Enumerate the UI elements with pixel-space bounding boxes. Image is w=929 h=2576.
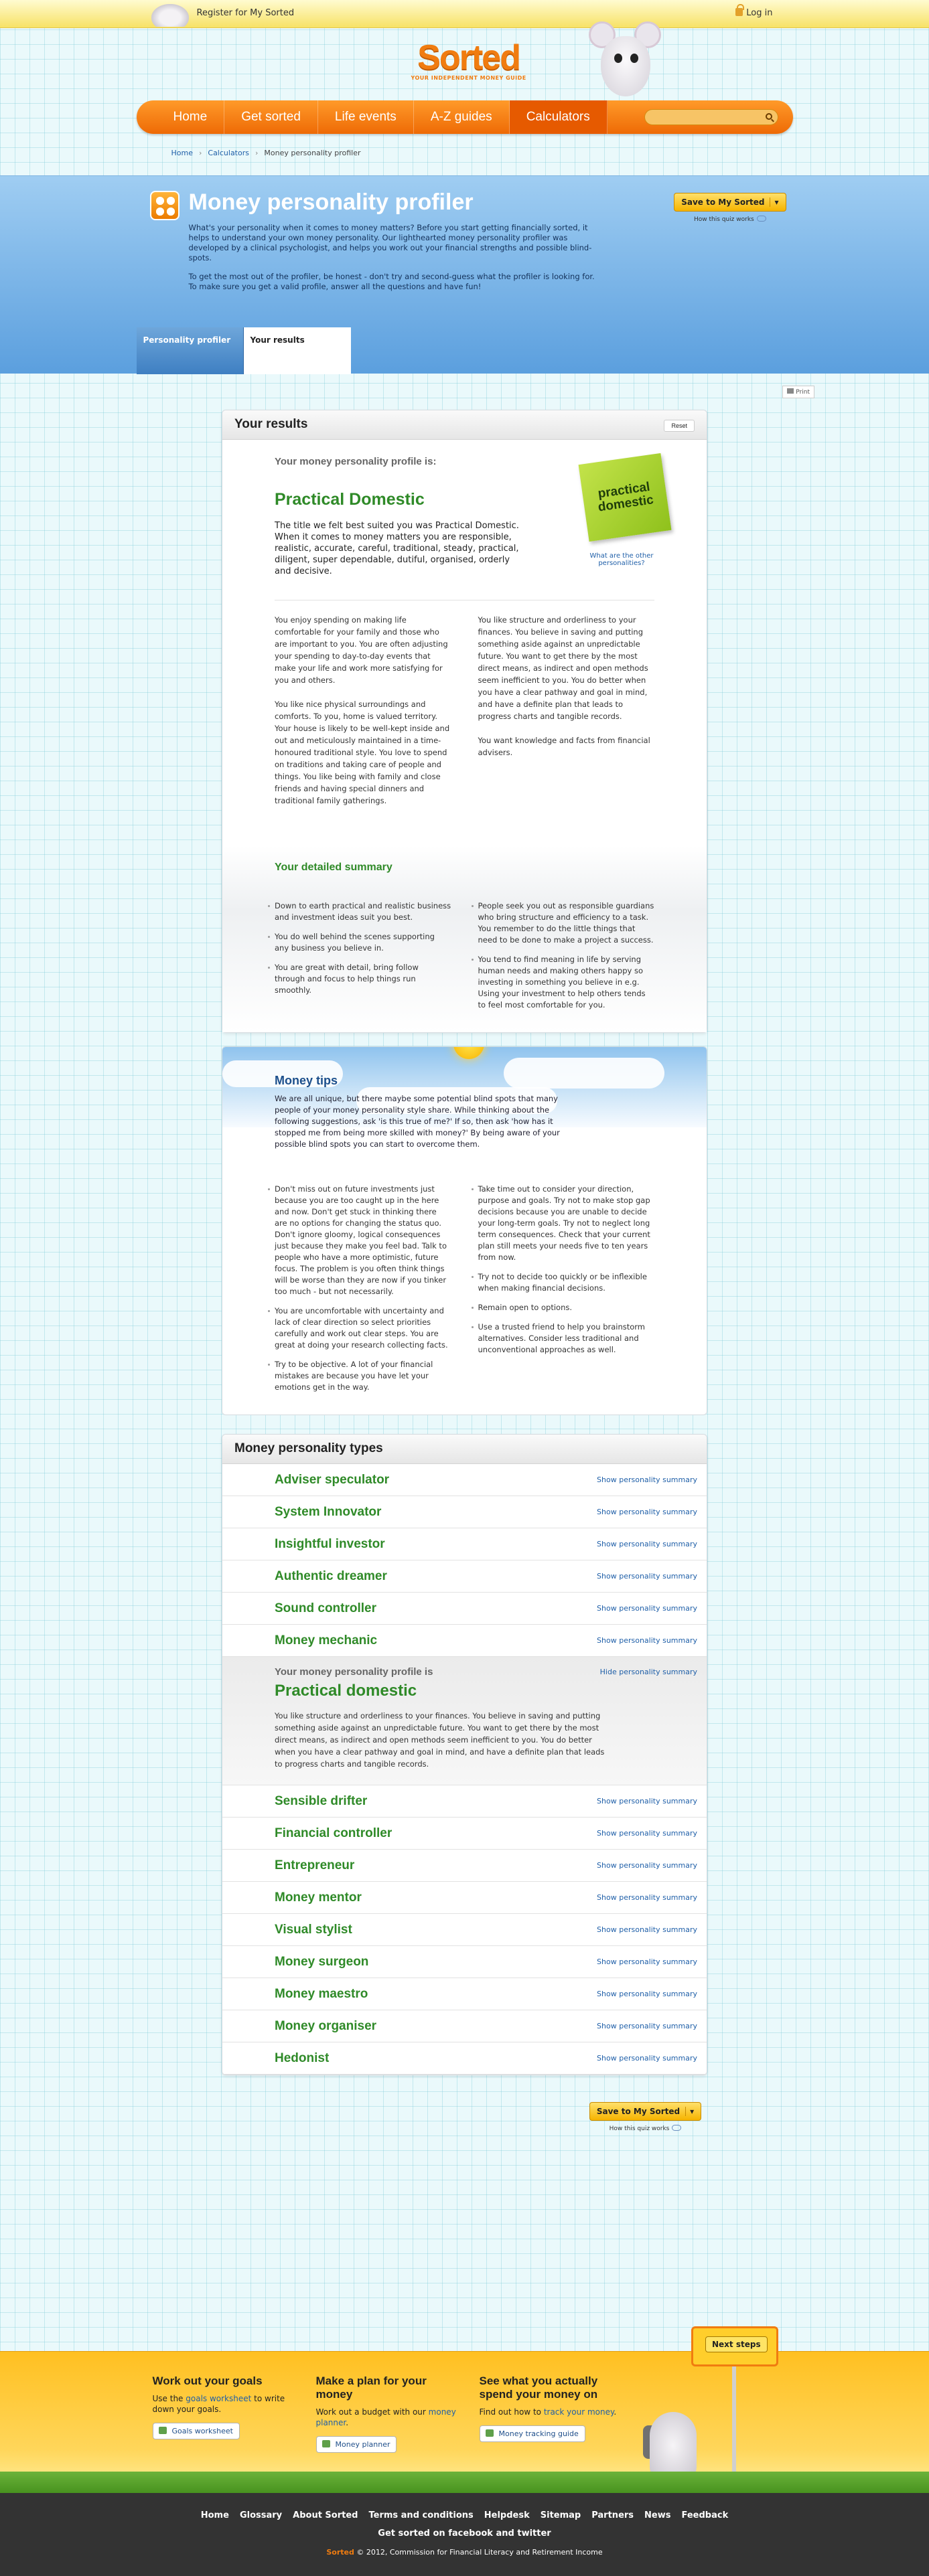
- results-heading: [222, 410, 707, 440]
- personality-type-row: [222, 1496, 707, 1528]
- hide-summary-link[interactable]: Hide personality summary: [599, 1668, 697, 1676]
- money-planner-button[interactable]: Money planner: [316, 2436, 397, 2453]
- personality-type-row: [222, 1625, 707, 1657]
- personality-type-row: [222, 1882, 707, 1914]
- quiz-link-label: How this quiz works: [693, 216, 754, 223]
- mouse-head-icon: [151, 4, 189, 27]
- save-to-my-sorted-button[interactable]: [674, 193, 786, 212]
- show-summary-link[interactable]: Show personality summary: [597, 2022, 697, 2030]
- personality-type-name: Money mechanic: [275, 1633, 378, 1647]
- breadcrumb-calculators[interactable]: Calculators: [208, 149, 249, 157]
- personality-type-name: Sensible drifter: [275, 1793, 368, 1808]
- intro-text: [189, 223, 604, 301]
- main-nav: [137, 100, 793, 134]
- summary-title: Your detailed summary: [275, 862, 392, 873]
- nav-life-events[interactable]: Life events: [318, 100, 414, 134]
- tips-intro: We are all unique, but there maybe some potential blind spots that many people of your money personality style share. While thinking about the following suggestions, ask 'is this true of me?' If so, then ask 'how has it stopped me from being more skilled with money?' By being aware of your possible blind spots you can start to overcome them.: [275, 1094, 560, 1149]
- breadcrumb-home[interactable]: Home: [171, 149, 193, 157]
- footer-link[interactable]: News: [644, 2510, 671, 2520]
- intro-paragraph: What's your personality when it comes to money matters? Before you start getting financially sorted, it helps to understand your own money personality. Our lighthearted money personality profiler was developed by a clinical psychologist, and helps you work out your financial strengths and possible blind-spots.: [188, 223, 592, 262]
- profile-lead: The title we felt best suited you was Practical Domestic. When it comes to money matters you are responsible, realistic, accurate, careful, traditional, steady, practical, diligent, super dependable, dutiful, organised, orderly and decisive.: [275, 521, 519, 576]
- money-planner-link[interactable]: money planner: [315, 2407, 456, 2427]
- footer-col-text: Work out a budget with our money planner.: [315, 2407, 456, 2427]
- quiz-works-link[interactable]: [674, 216, 786, 223]
- footer-col-goals: [153, 2374, 299, 2453]
- search-input[interactable]: [644, 109, 778, 125]
- breadcrumb-current: Money personality profiler: [264, 149, 361, 157]
- copyright: Sorted © 2012, Commission for Financial Literacy and Retirement Income: [326, 2548, 603, 2557]
- list-item: Down to earth practical and realistic business and investment ideas suit you best.: [275, 901, 451, 922]
- footer-col-title: See what you actually spend your money on: [479, 2374, 598, 2401]
- personality-type-row: [222, 2042, 707, 2075]
- show-summary-link[interactable]: Show personality summary: [597, 1829, 697, 1838]
- personality-type-name: Money surgeon: [275, 1954, 369, 1969]
- chevron-right-icon: ›: [255, 149, 259, 157]
- description-paragraph: You want knowledge and facts from financial advisers.: [478, 736, 650, 757]
- profile-sticky-note: practical domestic: [579, 453, 672, 542]
- description-paragraph: You like nice physical surroundings and comforts. To you, home is valued territory. Your house is likely to be well-kept inside and out and meticulously maintained in a time-honoured traditional style. You love to spend on traditions and taking care of people and things. You like being with family and close friends and having special dinners and traditional family gatherings.: [275, 700, 450, 805]
- breadcrumb: [137, 134, 793, 175]
- show-summary-link[interactable]: Show personality summary: [597, 1508, 697, 1516]
- personality-type-row: [222, 1850, 707, 1882]
- personality-type-name: Authentic dreamer: [275, 1568, 387, 1583]
- reset-button[interactable]: Reset: [664, 420, 695, 432]
- list-item: Take time out to consider your direction, purpose and goals. Try not to make stop gap decisions because you are unable to decide your long-term goals. Try not to neglect long term consequences. Check that your current plan still meets your needs five to ten years from now.: [478, 1184, 655, 1263]
- intro-paragraph: To get the most out of the profiler, be honest - don't try and second-guess what the profiler is looking for. To make sure you get a valid profile, answer all the questions and have fun!: [188, 272, 595, 291]
- footer-link[interactable]: Home: [200, 2510, 229, 2520]
- hero-banner: [0, 175, 929, 374]
- page-title: Money personality profiler: [188, 189, 474, 215]
- chevron-down-icon[interactable]: ▾: [770, 197, 778, 207]
- social-links: Get sorted on facebook and twitter: [378, 2528, 551, 2539]
- detailed-summary: [222, 846, 707, 1032]
- personality-type-row: [222, 1528, 707, 1560]
- personality-type-name: Sound controller: [275, 1601, 376, 1615]
- mouse-mascot-icon: [589, 21, 662, 102]
- personality-type-name: Money organiser: [275, 2018, 377, 2033]
- expanded-personality: [222, 1657, 707, 1785]
- next-steps-label: Next steps: [705, 2336, 768, 2352]
- footer-link[interactable]: Glossary: [239, 2510, 283, 2520]
- print-button[interactable]: [782, 386, 814, 398]
- info-icon: [672, 2125, 681, 2131]
- personality-type-name: Insightful investor: [275, 1536, 385, 1551]
- show-summary-link[interactable]: Show personality summary: [597, 1540, 697, 1548]
- header: [137, 28, 793, 100]
- nav-a-z-guides[interactable]: A-Z guides: [414, 100, 510, 134]
- logo-word: Sorted: [417, 38, 520, 77]
- footer-link[interactable]: Feedback: [681, 2510, 729, 2520]
- nav-get-sorted[interactable]: Get sorted: [224, 100, 318, 134]
- personality-type-row: [222, 1785, 707, 1818]
- tab-your-results[interactable]: Your results: [244, 327, 351, 374]
- results-heading-text: Your results: [234, 417, 308, 431]
- show-summary-link[interactable]: Show personality summary: [597, 1925, 697, 1934]
- personality-type-row: [222, 1464, 707, 1496]
- calculator-icon: [150, 191, 180, 220]
- personality-type-name: Money maestro: [275, 1986, 368, 2001]
- register-link[interactable]: Register for My Sorted: [196, 8, 295, 18]
- list-item: Try to be objective. A lot of your financial mistakes are because you have let your emotions get in the way.: [275, 1359, 451, 1393]
- description-paragraph: You enjoy spending on making life comfortable for your family and those who are important to you. You are often adjusting your spending to day-to-day events that make your life and work more satisfying for you and others.: [275, 615, 448, 685]
- list-item: People seek you out as responsible guardians who bring structure and efficiency to a task. You remember to do the little things that need to be done to make a project a success.: [478, 901, 654, 945]
- site-footer: [0, 2493, 929, 2576]
- personality-type-name: Visual stylist: [275, 1922, 352, 1937]
- personality-type-row: [222, 2010, 707, 2042]
- personality-type-row: [222, 1914, 707, 1946]
- personality-type-row: [222, 1560, 707, 1593]
- results-panel: [222, 410, 707, 1033]
- show-summary-link[interactable]: Show personality summary: [597, 1957, 697, 1966]
- profile-label: Your money personality profile is:: [275, 456, 437, 467]
- personality-type-name: Entrepreneur: [275, 1858, 355, 1872]
- show-summary-link[interactable]: Show personality summary: [597, 2054, 697, 2063]
- list-item: You are uncomfortable with uncertainty and lack of clear direction so select priorities carefully and work out clear steps. You are great at doing your research collecting facts.: [275, 1305, 451, 1351]
- top-bar: [0, 0, 929, 28]
- goals-worksheet-link[interactable]: goals worksheet: [186, 2394, 252, 2403]
- footer-col-title: Make a plan for your money: [315, 2374, 427, 2401]
- expanded-body: You like structure and orderliness to your finances. You believe in saving and putting something aside against an unpredictable future. You want to get there by the most direct means, as indirect and open methods seem inefficient to you. You do better when you have a clear pathway and goal in mind, and have a definite plan that leads to progress charts and tangible records.: [275, 1711, 605, 1769]
- login-link[interactable]: [735, 8, 772, 18]
- money-tips-panel: [222, 1046, 707, 1415]
- types-heading: Money personality types: [222, 1435, 707, 1464]
- list-item: Remain open to options.: [478, 1302, 655, 1313]
- show-summary-link[interactable]: Show personality summary: [597, 1893, 697, 1902]
- show-summary-link[interactable]: Show personality summary: [597, 1604, 697, 1613]
- twitter-link[interactable]: twitter: [517, 2528, 551, 2539]
- list-item: You do well behind the scenes supporting any business you believe in.: [275, 931, 451, 954]
- footer-link[interactable]: Partners: [591, 2510, 634, 2520]
- print-label: Print: [796, 389, 810, 396]
- footer-link[interactable]: Sitemap: [540, 2510, 581, 2520]
- expanded-label: Your money personality profile is: [275, 1666, 433, 1678]
- expanded-name: Practical domestic: [275, 1682, 417, 1700]
- footer-col-text: Find out how to track your money.: [479, 2407, 617, 2417]
- personality-type-name: Adviser speculator: [275, 1472, 390, 1487]
- show-summary-link[interactable]: Show personality summary: [597, 1861, 697, 1870]
- save-bottom-area: [583, 2102, 707, 2132]
- list-item: Don't miss out on future investments just because you are too caught up in the here and now. Don't get stuck in thinking there are no options for changing the status quo. Don't ignore gloomy, logical consequences just because they make you feel bad. Talk to people who have a more optimistic, future focus. The problem is you often think things will be worse than they are now if you tinker too much - but not necessarily.: [275, 1184, 451, 1297]
- sorted-logo[interactable]: [411, 40, 526, 81]
- personality-type-row: [222, 1978, 707, 2010]
- personality-type-name: System Innovator: [275, 1504, 382, 1519]
- profile-name: Practical Domestic: [275, 490, 425, 509]
- personality-type-name: Hedonist: [275, 2050, 330, 2065]
- search-icon[interactable]: [766, 113, 772, 120]
- footer-links: [0, 2510, 929, 2520]
- footer-col-text: Use the goals worksheet to write down your goals.: [152, 2394, 285, 2414]
- show-summary-link[interactable]: Show personality summary: [597, 1636, 697, 1645]
- track-money-link[interactable]: track your money: [543, 2407, 614, 2417]
- description-paragraph: You like structure and orderliness to your finances. You believe in saving and putting something aside against an unpredictable future. You want to get there by the most direct means, as indirect and open methods seem inefficient to you. You do better when you have a clear pathway and goal in mind, and have a definite plan that leads to progress charts and tangible records.: [478, 615, 648, 721]
- printer-icon: [787, 388, 794, 394]
- list-item: Try not to decide too quickly or be inflexible when making financial decisions.: [478, 1271, 655, 1294]
- tab-personality-profiler[interactable]: Personality profiler: [137, 327, 244, 374]
- logo-tagline: YOUR INDEPENDENT MONEY GUIDE: [411, 75, 526, 81]
- goals-worksheet-button[interactable]: Goals worksheet: [153, 2423, 240, 2439]
- personality-type-row: [222, 1946, 707, 1978]
- save-area: [674, 193, 786, 223]
- footer-link[interactable]: About Sorted: [293, 2510, 358, 2520]
- personality-type-name: Financial controller: [275, 1826, 392, 1840]
- quiz-works-link[interactable]: [583, 2125, 707, 2132]
- chevron-down-icon[interactable]: ▾: [685, 2107, 694, 2116]
- info-icon: [757, 216, 766, 222]
- personality-type-name: Money mentor: [275, 1890, 362, 1905]
- footer-col-title: Work out your goals: [152, 2374, 263, 2387]
- footer-col-plan: [316, 2374, 462, 2453]
- chevron-right-icon: ›: [198, 149, 202, 157]
- show-summary-link[interactable]: Show personality summary: [597, 1572, 697, 1581]
- save-label: Save to My Sorted: [596, 2107, 681, 2116]
- next-steps-footer: [0, 2340, 929, 2492]
- nav-home[interactable]: Home: [157, 100, 225, 134]
- hiking-mouse-icon: [643, 2385, 703, 2479]
- tab-bar: [137, 327, 351, 374]
- tips-title: Money tips: [275, 1074, 338, 1087]
- save-to-my-sorted-button[interactable]: [589, 2102, 701, 2121]
- footer-link[interactable]: Terms and conditions: [368, 2510, 474, 2520]
- money-tracking-guide-button[interactable]: Money tracking guide: [480, 2425, 585, 2442]
- personality-type-row: [222, 1818, 707, 1850]
- show-summary-link[interactable]: Show personality summary: [597, 1797, 697, 1805]
- list-item: Use a trusted friend to help you brainstorm alternatives. Consider less traditional and unconventional approaches as well.: [478, 1321, 655, 1356]
- list-item: You tend to find meaning in life by serving human needs and making others happy so investing in something you believe in e.g. Using your investment to help others tends to feel most comfortable for you.: [478, 954, 655, 1011]
- facebook-link[interactable]: facebook: [448, 2528, 493, 2539]
- lock-icon: [735, 8, 743, 16]
- login-label: Log in: [746, 8, 773, 18]
- other-personalities-link[interactable]: What are the other personalities?: [589, 552, 654, 567]
- quiz-link-label: How this quiz works: [609, 2125, 670, 2132]
- personality-types-panel: [222, 1434, 707, 2075]
- list-item: You are great with detail, bring follow through and focus to help things run smoothly.: [275, 962, 451, 996]
- footer-col-track: [480, 2374, 626, 2453]
- personality-type-row: [222, 1593, 707, 1625]
- show-summary-link[interactable]: Show personality summary: [597, 1990, 697, 1998]
- show-summary-link[interactable]: Show personality summary: [597, 1475, 697, 1484]
- footer-link[interactable]: Helpdesk: [484, 2510, 530, 2520]
- save-label: Save to My Sorted: [681, 197, 765, 207]
- profile-description: [275, 614, 654, 819]
- nav-calculators[interactable]: Calculators: [510, 100, 608, 134]
